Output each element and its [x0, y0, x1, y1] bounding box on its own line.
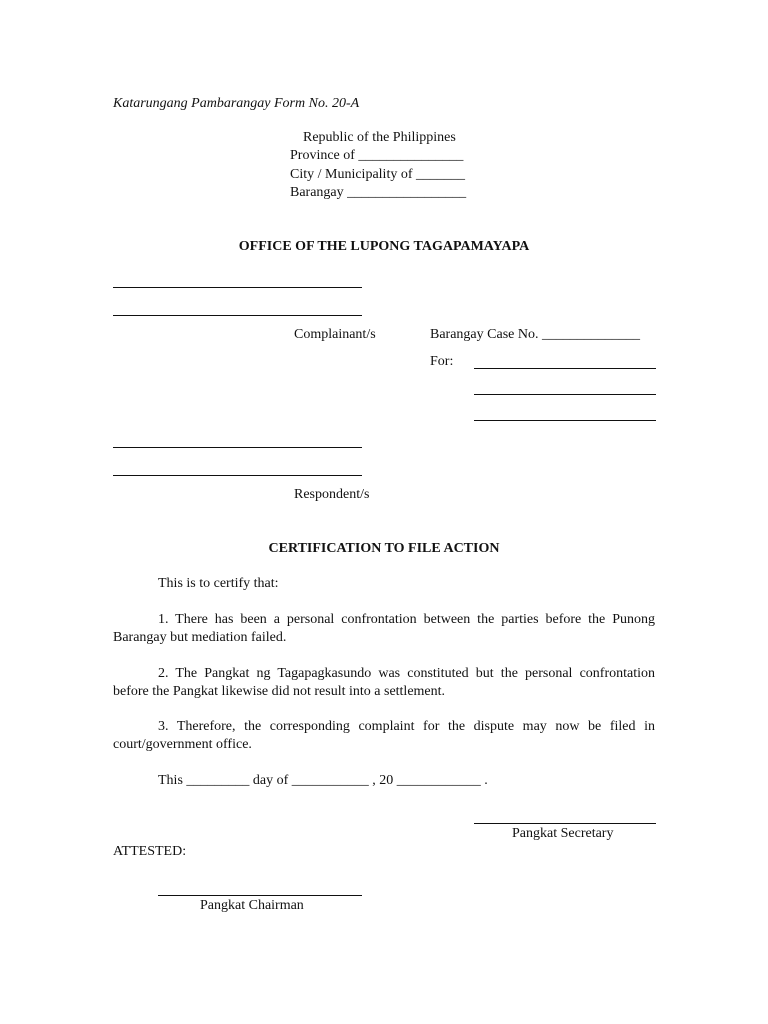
city-line: City / Municipality of _______	[290, 167, 465, 182]
certify-intro: This is to certify that:	[158, 576, 279, 591]
secretary-signature-line	[474, 823, 656, 824]
for-line-1	[474, 368, 656, 369]
certification-item-3: 3. Therefore, the corresponding complaint for the dispute may now be filed in court/government office.	[113, 719, 655, 752]
certification-item-2: 2. The Pangkat ng Tagapagkasundo was constituted but the personal confrontation before the Pangkat likewise did not result into a settlement.	[113, 666, 655, 699]
respondent-line-2	[113, 475, 362, 476]
for-line-3	[474, 420, 656, 421]
case-number-label: Barangay Case No. ______________	[430, 327, 640, 342]
form-number: Katarungang Pambarangay Form No. 20-A	[113, 96, 360, 111]
complainant-line-1	[113, 287, 362, 288]
for-line-2	[474, 394, 656, 395]
barangay-line: Barangay _________________	[290, 185, 467, 200]
respondent-line-1	[113, 447, 362, 448]
complainant-label: Complainant/s	[294, 327, 376, 342]
attested-label: ATTESTED:	[113, 844, 187, 859]
secretary-label: Pangkat Secretary	[512, 826, 614, 841]
office-title: OFFICE OF THE LUPONG TAGAPAMAYAPA	[238, 239, 530, 254]
chairman-signature-line	[158, 895, 362, 896]
complainant-line-2	[113, 315, 362, 316]
certification-title: CERTIFICATION TO FILE ACTION	[268, 541, 500, 556]
respondent-label: Respondent/s	[294, 487, 370, 502]
chairman-label: Pangkat Chairman	[200, 898, 304, 913]
for-label: For:	[430, 354, 454, 369]
republic-line: Republic of the Philippines	[303, 130, 456, 145]
date-line: This _________ day of ___________ , 20 ____________ .	[158, 773, 488, 788]
certification-item-1: 1. There has been a personal confrontation between the parties before the Punong Barangay but mediation failed.	[113, 612, 655, 645]
province-line: Province of _______________	[290, 148, 464, 163]
